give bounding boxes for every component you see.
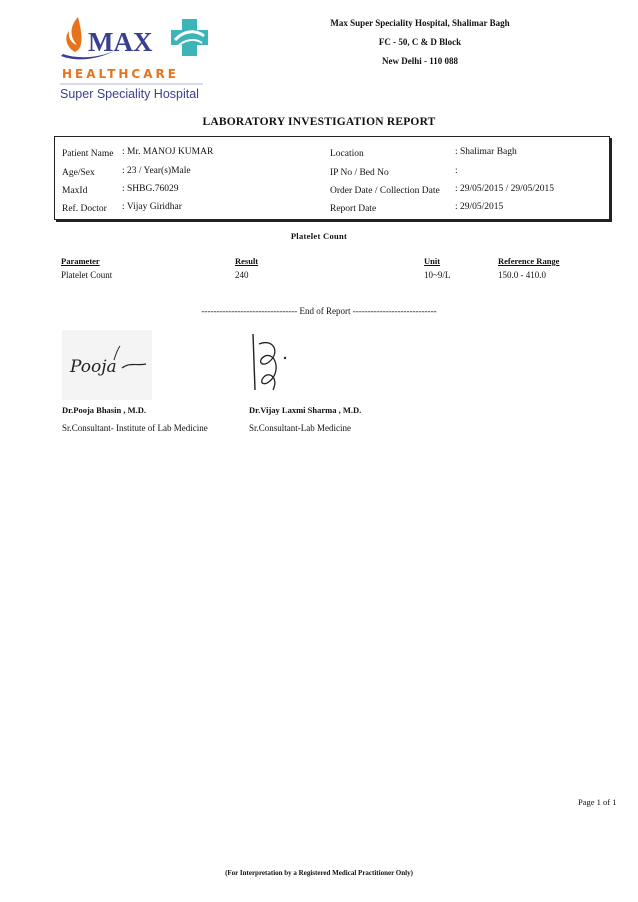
parameter-header: Parameter: [61, 256, 100, 266]
result-unit-cell: 10~9/L: [424, 270, 451, 280]
result-value-cell: 240: [235, 270, 249, 280]
signatory-2-name: Dr.Vijay Laxmi Sharma , M.D.: [249, 405, 362, 415]
ref-doctor-label: Ref. Doctor: [62, 204, 107, 214]
hospital-logo: [58, 14, 208, 102]
age-sex-value: : 23 / Year(s)Male: [122, 166, 191, 176]
footer-note: (For Interpretation by a Registered Medical Practitioner Only): [225, 869, 413, 877]
report-date-value: : 29/05/2015: [455, 202, 504, 212]
page-number: Page 1 of 1: [578, 797, 617, 807]
age-sex-label: Age/Sex: [62, 168, 95, 178]
result-range-cell: 150.0 - 410.0: [498, 270, 546, 280]
end-of-report-line: -------------------------------- End of Report ----------------------------: [201, 306, 437, 316]
address-line-1: FC - 50, C & D Block: [378, 37, 462, 47]
order-date-value: : 29/05/2015 / 29/05/2015: [455, 184, 554, 194]
signatory-1-title: Sr.Consultant- Institute of Lab Medicine: [62, 423, 208, 433]
result-parameter-cell: Platelet Count: [61, 270, 113, 280]
report-date-label: Report Date: [330, 204, 377, 214]
patient-name-value: : Mr. MANOJ KUMAR: [122, 147, 214, 157]
report-title: LABORATORY INVESTIGATION REPORT: [202, 116, 436, 128]
section-title: Platelet Count: [290, 231, 348, 241]
location-label: Location: [330, 149, 364, 159]
reference-range-header: Reference Range: [498, 256, 560, 266]
signature-vijay-laxmi-sharma: [245, 330, 295, 400]
logo-tagline-text: Super Speciality Hospital: [60, 87, 199, 101]
order-date-label: Order Date / Collection Date: [330, 186, 440, 196]
signature-pooja-bhasin: [62, 330, 152, 400]
ref-doctor-value: : Vijay Giridhar: [122, 202, 182, 212]
ip-bed-label: IP No / Bed No: [330, 168, 389, 178]
flame-mark: [66, 17, 81, 52]
medical-cross-icon: [171, 19, 208, 56]
location-value: : Shalimar Bagh: [455, 147, 517, 157]
signature-handwriting: Pooja: [70, 357, 117, 377]
logo-division-text: HEALTHCARE: [62, 67, 179, 81]
address-line-2: New Delhi - 110 088: [382, 56, 458, 66]
logo-brand-text: MAX: [88, 27, 153, 57]
unit-header: Unit: [424, 256, 441, 266]
maxid-label: MaxId: [62, 186, 88, 196]
signatory-1-name: Dr.Pooja Bhasin , M.D.: [62, 405, 146, 415]
maxid-value: : SHBG.76029: [122, 184, 179, 194]
patient-name-label: Patient Name: [62, 149, 114, 159]
max-healthcare-logo: [58, 14, 208, 102]
ip-bed-value: :: [455, 166, 458, 176]
signatory-2-title: Sr.Consultant-Lab Medicine: [249, 423, 351, 433]
hospital-name: Max Super Speciality Hospital, Shalimar Bagh: [330, 18, 510, 28]
result-header: Result: [235, 256, 259, 266]
